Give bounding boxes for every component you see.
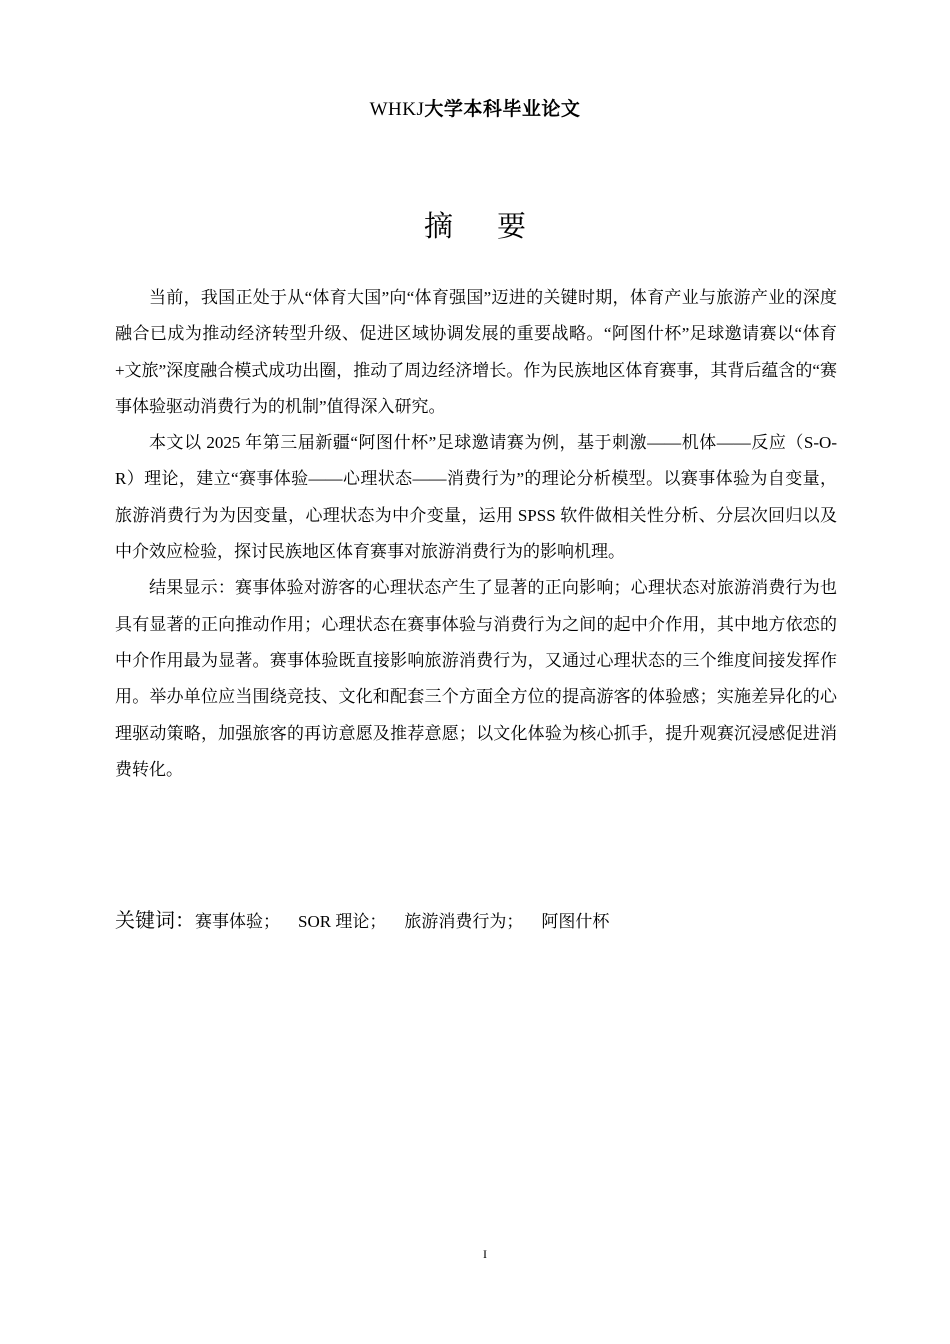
abstract-paragraph-2: 本文以 2025 年第三届新疆“阿图什杯”足球邀请赛为例，基于刺激——机体——反应（S-O-R）理论，建立“赛事体验——心理状态——消费行为”的理论分析模型。以赛事体验为自变量，旅游消费行为为因变量，心理状态为中介变量，运用 SPSS 软件做相关性分析、分层次回归以及中介效应检验，探讨民族地区体育赛事对旅游消费行为的影响机理。	[115, 433, 837, 562]
keyword-item: SOR 理论；	[298, 912, 387, 931]
abstract-title: 摘要	[423, 209, 570, 243]
keyword-item: 阿图什杯	[541, 912, 610, 931]
abstract-paragraph-1: 当前，我国正处于从“体育大国”向“体育强国”迈进的关键时期，体育产业与旅游产业的深度融合已成为推动经济转型升级、促进区域协调发展的重要战略。“阿图什杯”足球邀请赛以“体育+文旅”深度融合模式成功出圈，推动了周边经济增长。作为民族地区体育赛事，其背后蕴含的“赛事体验驱动消费行为的机制”值得深入研究。	[115, 288, 837, 416]
keyword-item: 赛事体验；	[195, 912, 280, 931]
abstract-paragraph-3: 结果显示：赛事体验对游客的心理状态产生了显著的正向影响；心理状态对旅游消费行为也具有显著的正向推动作用；心理状态在赛事体验与消费行为之间的起中介作用，其中地方依恋的中介作用最为显著。赛事体验既直接影响旅游消费行为，又通过心理状态的三个维度间接发挥作用。举办单位应当围绕竞技、文化和配套三个方面全方位的提高游客的体验感；实施差异化的心理驱动策略，加强旅客的再访意愿及推荐意愿；以文化体验为核心抓手，提升观赛沉浸感促进消费转化。	[115, 578, 837, 779]
keywords-label: 关键词：	[115, 908, 195, 932]
page-number: I	[483, 1247, 487, 1261]
header-school-code: WHKJ	[369, 99, 425, 120]
keyword-item: 旅游消费行为；	[404, 912, 524, 931]
abstract-body	[115, 280, 837, 788]
keywords-line	[115, 904, 837, 938]
header-doc-type: 大学本科毕业论文	[424, 98, 581, 120]
running-header	[0, 96, 950, 123]
